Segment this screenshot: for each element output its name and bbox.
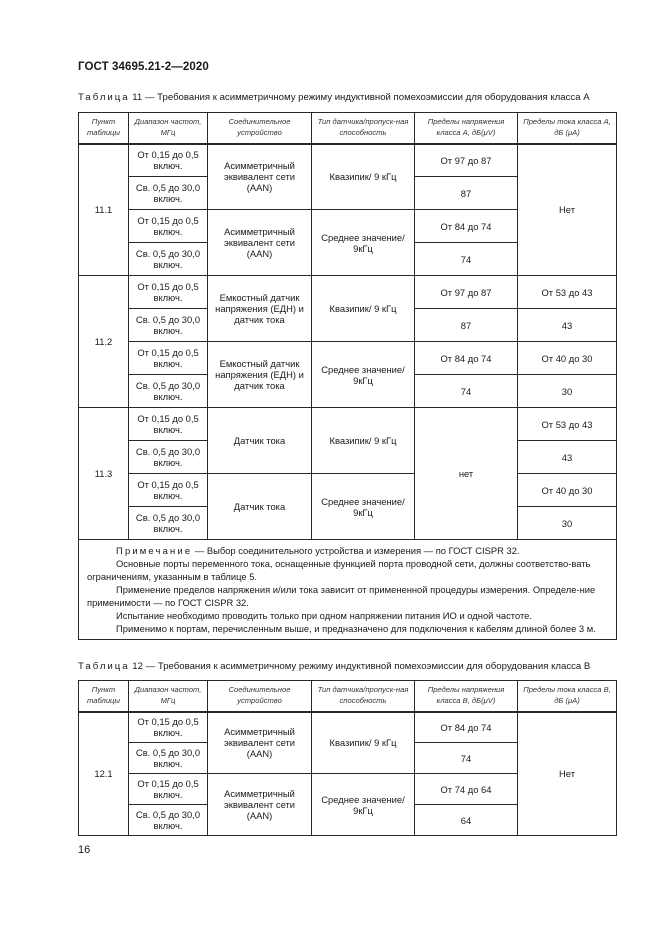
device-cell: Емкостный датчик напряжения (ЕДН) и датчик тока bbox=[208, 276, 312, 342]
header-detector: Тип датчика/пропуск-ная способность bbox=[312, 113, 415, 144]
freq-cell: От 0,15 до 0,5 включ. bbox=[129, 474, 208, 507]
current-cell: Нет bbox=[518, 144, 617, 276]
voltage-cell: 74 bbox=[415, 375, 518, 408]
current-cell: От 40 до 30 bbox=[518, 474, 617, 507]
table-row bbox=[79, 342, 617, 375]
freq-cell: Св. 0,5 до 30,0 включ. bbox=[129, 743, 208, 774]
table11-caption-label: Таблица bbox=[78, 92, 130, 103]
document-code: ГОСТ 34695.21-2—2020 bbox=[78, 61, 209, 73]
device-cell: Асимметричный эквивалент сети (AAN) bbox=[208, 210, 312, 276]
current-cell: Нет bbox=[518, 712, 617, 836]
note-line: Основные порты переменного тока, оснащенные функцией порта проводной сети, должны соответство-вать ограничениям, указанным в таблице 5. bbox=[87, 558, 591, 582]
current-cell: 30 bbox=[518, 375, 617, 408]
freq-cell: Св. 0,5 до 30,0 включ. bbox=[129, 441, 208, 474]
freq-cell: Св. 0,5 до 30,0 включ. bbox=[129, 309, 208, 342]
voltage-cell: 87 bbox=[415, 177, 518, 210]
freq-cell: Св. 0,5 до 30,0 включ. bbox=[129, 375, 208, 408]
freq-cell: Св. 0,5 до 30,0 включ. bbox=[129, 507, 208, 540]
table-11 bbox=[78, 112, 617, 640]
voltage-cell: От 84 до 74 bbox=[415, 210, 518, 243]
freq-cell: От 0,15 до 0,5 включ. bbox=[129, 276, 208, 309]
table11-note bbox=[79, 540, 617, 640]
table12-caption-label: Таблица bbox=[78, 661, 130, 672]
table-12 bbox=[78, 680, 617, 836]
detector-cell: Среднее значение/ 9кГц bbox=[312, 774, 415, 836]
header-voltage: Пределы напряжения класса А, дБ(μV) bbox=[415, 113, 518, 144]
header-item: Пункт таблицы bbox=[79, 113, 129, 144]
voltage-cell: От 84 до 74 bbox=[415, 712, 518, 743]
table11-note-row bbox=[79, 540, 617, 640]
voltage-cell: От 84 до 74 bbox=[415, 342, 518, 375]
header-current: Пределы тока класса А, дБ (μA) bbox=[518, 113, 617, 144]
table12-caption-text: 12 — Требования к асимметричному режиму индуктивной помехоэмиссии для оборудования класса В bbox=[132, 661, 591, 672]
voltage-cell: нет bbox=[415, 408, 518, 540]
table-row bbox=[79, 474, 617, 507]
device-cell: Датчик тока bbox=[208, 408, 312, 474]
detector-cell: Квазипик/ 9 кГц bbox=[312, 712, 415, 774]
current-cell: 43 bbox=[518, 441, 617, 474]
note-text: — Выбор соединительного устройства и измерения — по ГОСТ CISPR 32. bbox=[194, 545, 520, 556]
header-detector: Тип датчика/пропуск-ная способность bbox=[312, 681, 415, 712]
freq-cell: Св. 0,5 до 30,0 включ. bbox=[129, 243, 208, 276]
note-label: Примечание bbox=[116, 545, 193, 556]
table-row bbox=[79, 144, 617, 177]
voltage-cell: 74 bbox=[415, 243, 518, 276]
detector-cell: Среднее значение/ 9кГц bbox=[312, 474, 415, 540]
freq-cell: От 0,15 до 0,5 включ. bbox=[129, 144, 208, 177]
header-freq: Диапазон частот, МГц bbox=[129, 113, 208, 144]
voltage-cell: От 74 до 64 bbox=[415, 774, 518, 805]
detector-cell: Среднее значение/ 9кГц bbox=[312, 210, 415, 276]
header-freq: Диапазон частот, МГц bbox=[129, 681, 208, 712]
table11-caption-text: 11 — Требования к асимметричному режиму индуктивной помехоэмиссии для оборудования класса А bbox=[132, 92, 590, 103]
detector-cell: Квазипик/ 9 кГц bbox=[312, 408, 415, 474]
note-line: Применимо к портам, перечисленным выше, и предназначено для подключения к кабелям длиной более 3 м. bbox=[116, 623, 596, 634]
item-cell: 12.1 bbox=[79, 712, 129, 836]
header-current: Пределы тока класса В, дБ (μA) bbox=[518, 681, 617, 712]
table-row bbox=[79, 712, 617, 743]
current-cell: От 53 до 43 bbox=[518, 276, 617, 309]
device-cell: Датчик тока bbox=[208, 474, 312, 540]
freq-cell: Св. 0,5 до 30,0 включ. bbox=[129, 805, 208, 836]
note-line: Испытание необходимо проводить только при одном напряжении питания ИО и одной частоте. bbox=[116, 610, 532, 621]
header-device: Соединительное устройство bbox=[208, 113, 312, 144]
table11-caption bbox=[78, 92, 590, 103]
freq-cell: От 0,15 до 0,5 включ. bbox=[129, 712, 208, 743]
device-cell: Асимметричный эквивалент сети (AAN) bbox=[208, 774, 312, 836]
current-cell: От 53 до 43 bbox=[518, 408, 617, 441]
current-cell: От 40 до 30 bbox=[518, 342, 617, 375]
item-cell: 11.1 bbox=[79, 144, 129, 276]
freq-cell: Св. 0,5 до 30,0 включ. bbox=[129, 177, 208, 210]
current-cell: 30 bbox=[518, 507, 617, 540]
freq-cell: От 0,15 до 0,5 включ. bbox=[129, 210, 208, 243]
freq-cell: От 0,15 до 0,5 включ. bbox=[129, 342, 208, 375]
page-number: 16 bbox=[78, 844, 91, 856]
item-cell: 11.2 bbox=[79, 276, 129, 408]
detector-cell: Среднее значение/ 9кГц bbox=[312, 342, 415, 408]
device-cell: Асимметричный эквивалент сети (AAN) bbox=[208, 712, 312, 774]
voltage-cell: 64 bbox=[415, 805, 518, 836]
detector-cell: Квазипик/ 9 кГц bbox=[312, 144, 415, 210]
detector-cell: Квазипик/ 9 кГц bbox=[312, 276, 415, 342]
item-cell: 11.3 bbox=[79, 408, 129, 540]
header-device: Соединительное устройство bbox=[208, 681, 312, 712]
voltage-cell: 87 bbox=[415, 309, 518, 342]
device-cell: Емкостный датчик напряжения (ЕДН) и датчик тока bbox=[208, 342, 312, 408]
note-line: Применение пределов напряжения и/или тока зависит от примененной процедуры измерения. Определе-ние применимости — по ГОСТ CISPR 32. bbox=[87, 584, 596, 608]
note-line bbox=[87, 544, 610, 557]
device-cell: Асимметричный эквивалент сети (AAN) bbox=[208, 144, 312, 210]
voltage-cell: От 97 до 87 bbox=[415, 276, 518, 309]
voltage-cell: 74 bbox=[415, 743, 518, 774]
table-row bbox=[79, 276, 617, 309]
freq-cell: От 0,15 до 0,5 включ. bbox=[129, 408, 208, 441]
current-cell: 43 bbox=[518, 309, 617, 342]
header-voltage: Пределы напряжения класса В, дБ(μV) bbox=[415, 681, 518, 712]
header-item: Пункт таблицы bbox=[79, 681, 129, 712]
freq-cell: От 0,15 до 0,5 включ. bbox=[129, 774, 208, 805]
table-row bbox=[79, 408, 617, 441]
voltage-cell: От 97 до 87 bbox=[415, 144, 518, 177]
table12-caption bbox=[78, 661, 590, 672]
